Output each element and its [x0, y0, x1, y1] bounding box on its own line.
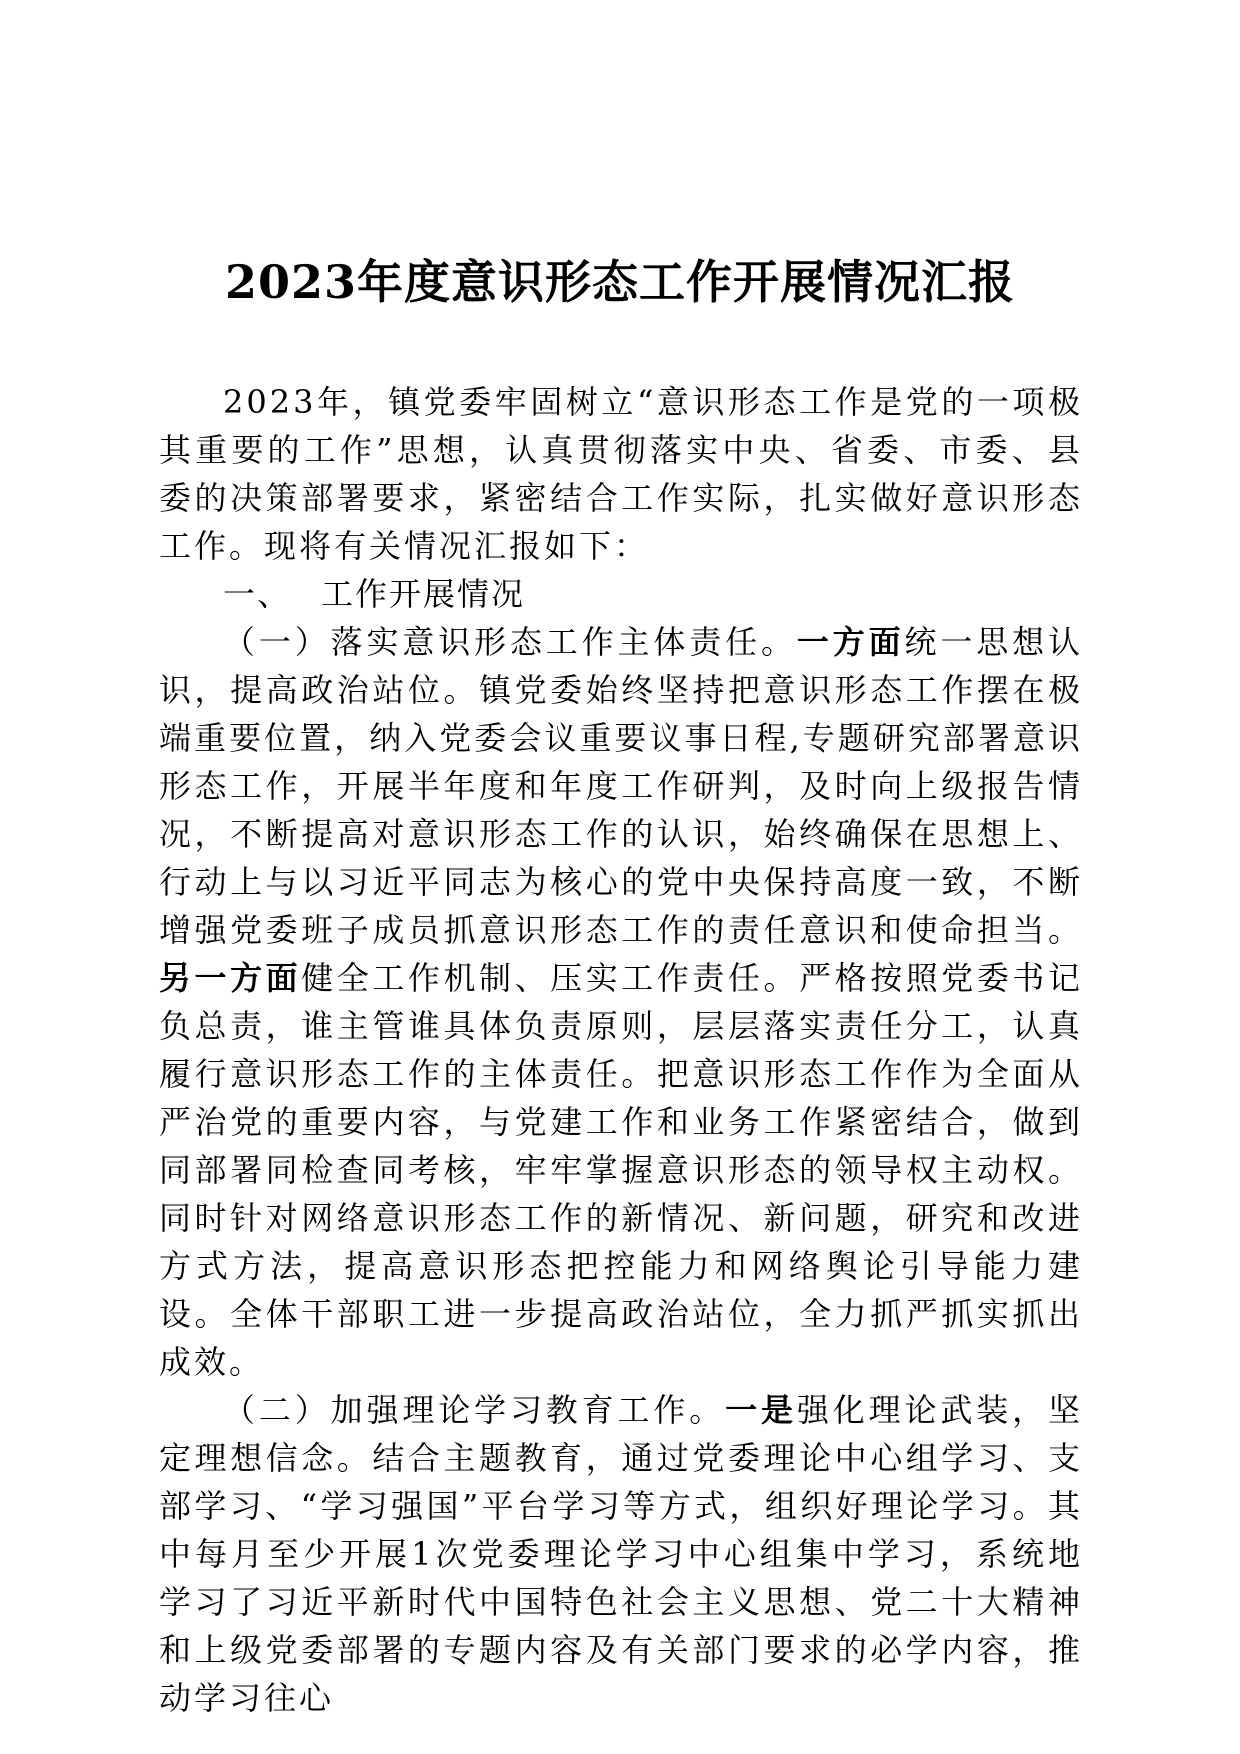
paragraph-text: 统一思想认识，提高政治站位。镇党委始终坚持把意识形态工作摆在极端重要位置，纳入党委会议重要议事日程,专题研究部署意识形态工作，开展半年度和年度工作研判，及时向上级报告情况，不断提高对意识形态工作的认识，始终确保在思想上、行动上与以习近平同志为核心的党中央保持高度一致，不断增强党委班子成员抓意识形态工作的责任意识和使命担当。 — [159, 623, 1083, 949]
paragraph-study — [159, 1386, 1083, 1722]
paragraph-text: 健全工作机制、压实工作责任。严格按照党委书记负总责，谁主管谁具体负责原则，层层落实责任分工，认真履行意识形态工作的主体责任。把意识形态工作作为全面从严治党的重要内容，与党建工作和业务工作紧密结合，做到同部署同检查同考核，牢牢掌握意识形态的领导权主动权。同时针对网络意识形态工作的新情况、新问题，研究和改进方式方法，提高意识形态把控能力和网络舆论引导能力建设。全体干部职工进一步提高政治站位，全力抓严抓实抓出成效。 — [159, 959, 1083, 1381]
paragraph-responsibility — [159, 618, 1083, 1386]
section-heading — [159, 570, 1083, 618]
bold-emphasis: 另一方面 — [159, 959, 302, 997]
paragraph-lead: （二）加强理论学习教育工作。 — [223, 1391, 726, 1429]
bold-emphasis: 一是 — [725, 1391, 797, 1429]
section-number: 一、 — [223, 575, 292, 613]
document-body — [159, 378, 1083, 1722]
section-title: 工作开展情况 — [321, 575, 526, 613]
intro-paragraph: 2023年，镇党委牢固树立“意识形态工作是党的一项极其重要的工作”思想，认真贯彻落实中央、省委、市委、县委的决策部署要求，紧密结合工作实际，扎实做好意识形态工作。现将有关情况汇报如下： — [159, 383, 1083, 565]
bold-emphasis: 一方面 — [796, 623, 905, 661]
paragraph-text: 强化理论武装，坚定理想信念。结合主题教育，通过党委理论中心组学习、支部学习、“学习强国”平台学习等方式，组织好理论学习。其中每月至少开展1次党委理论学习中心组集中学习，系统地学习了习近平新时代中国特色社会主义思想、党二十大精神和上级党委部署的专题内容及有关部门要求的必学内容，推动学习往心 — [159, 1391, 1083, 1717]
document-title: 2023年度意识形态工作开展情况汇报 — [224, 255, 1016, 309]
paragraph-lead: （一）落实意识形态工作主体责任。 — [223, 623, 797, 661]
